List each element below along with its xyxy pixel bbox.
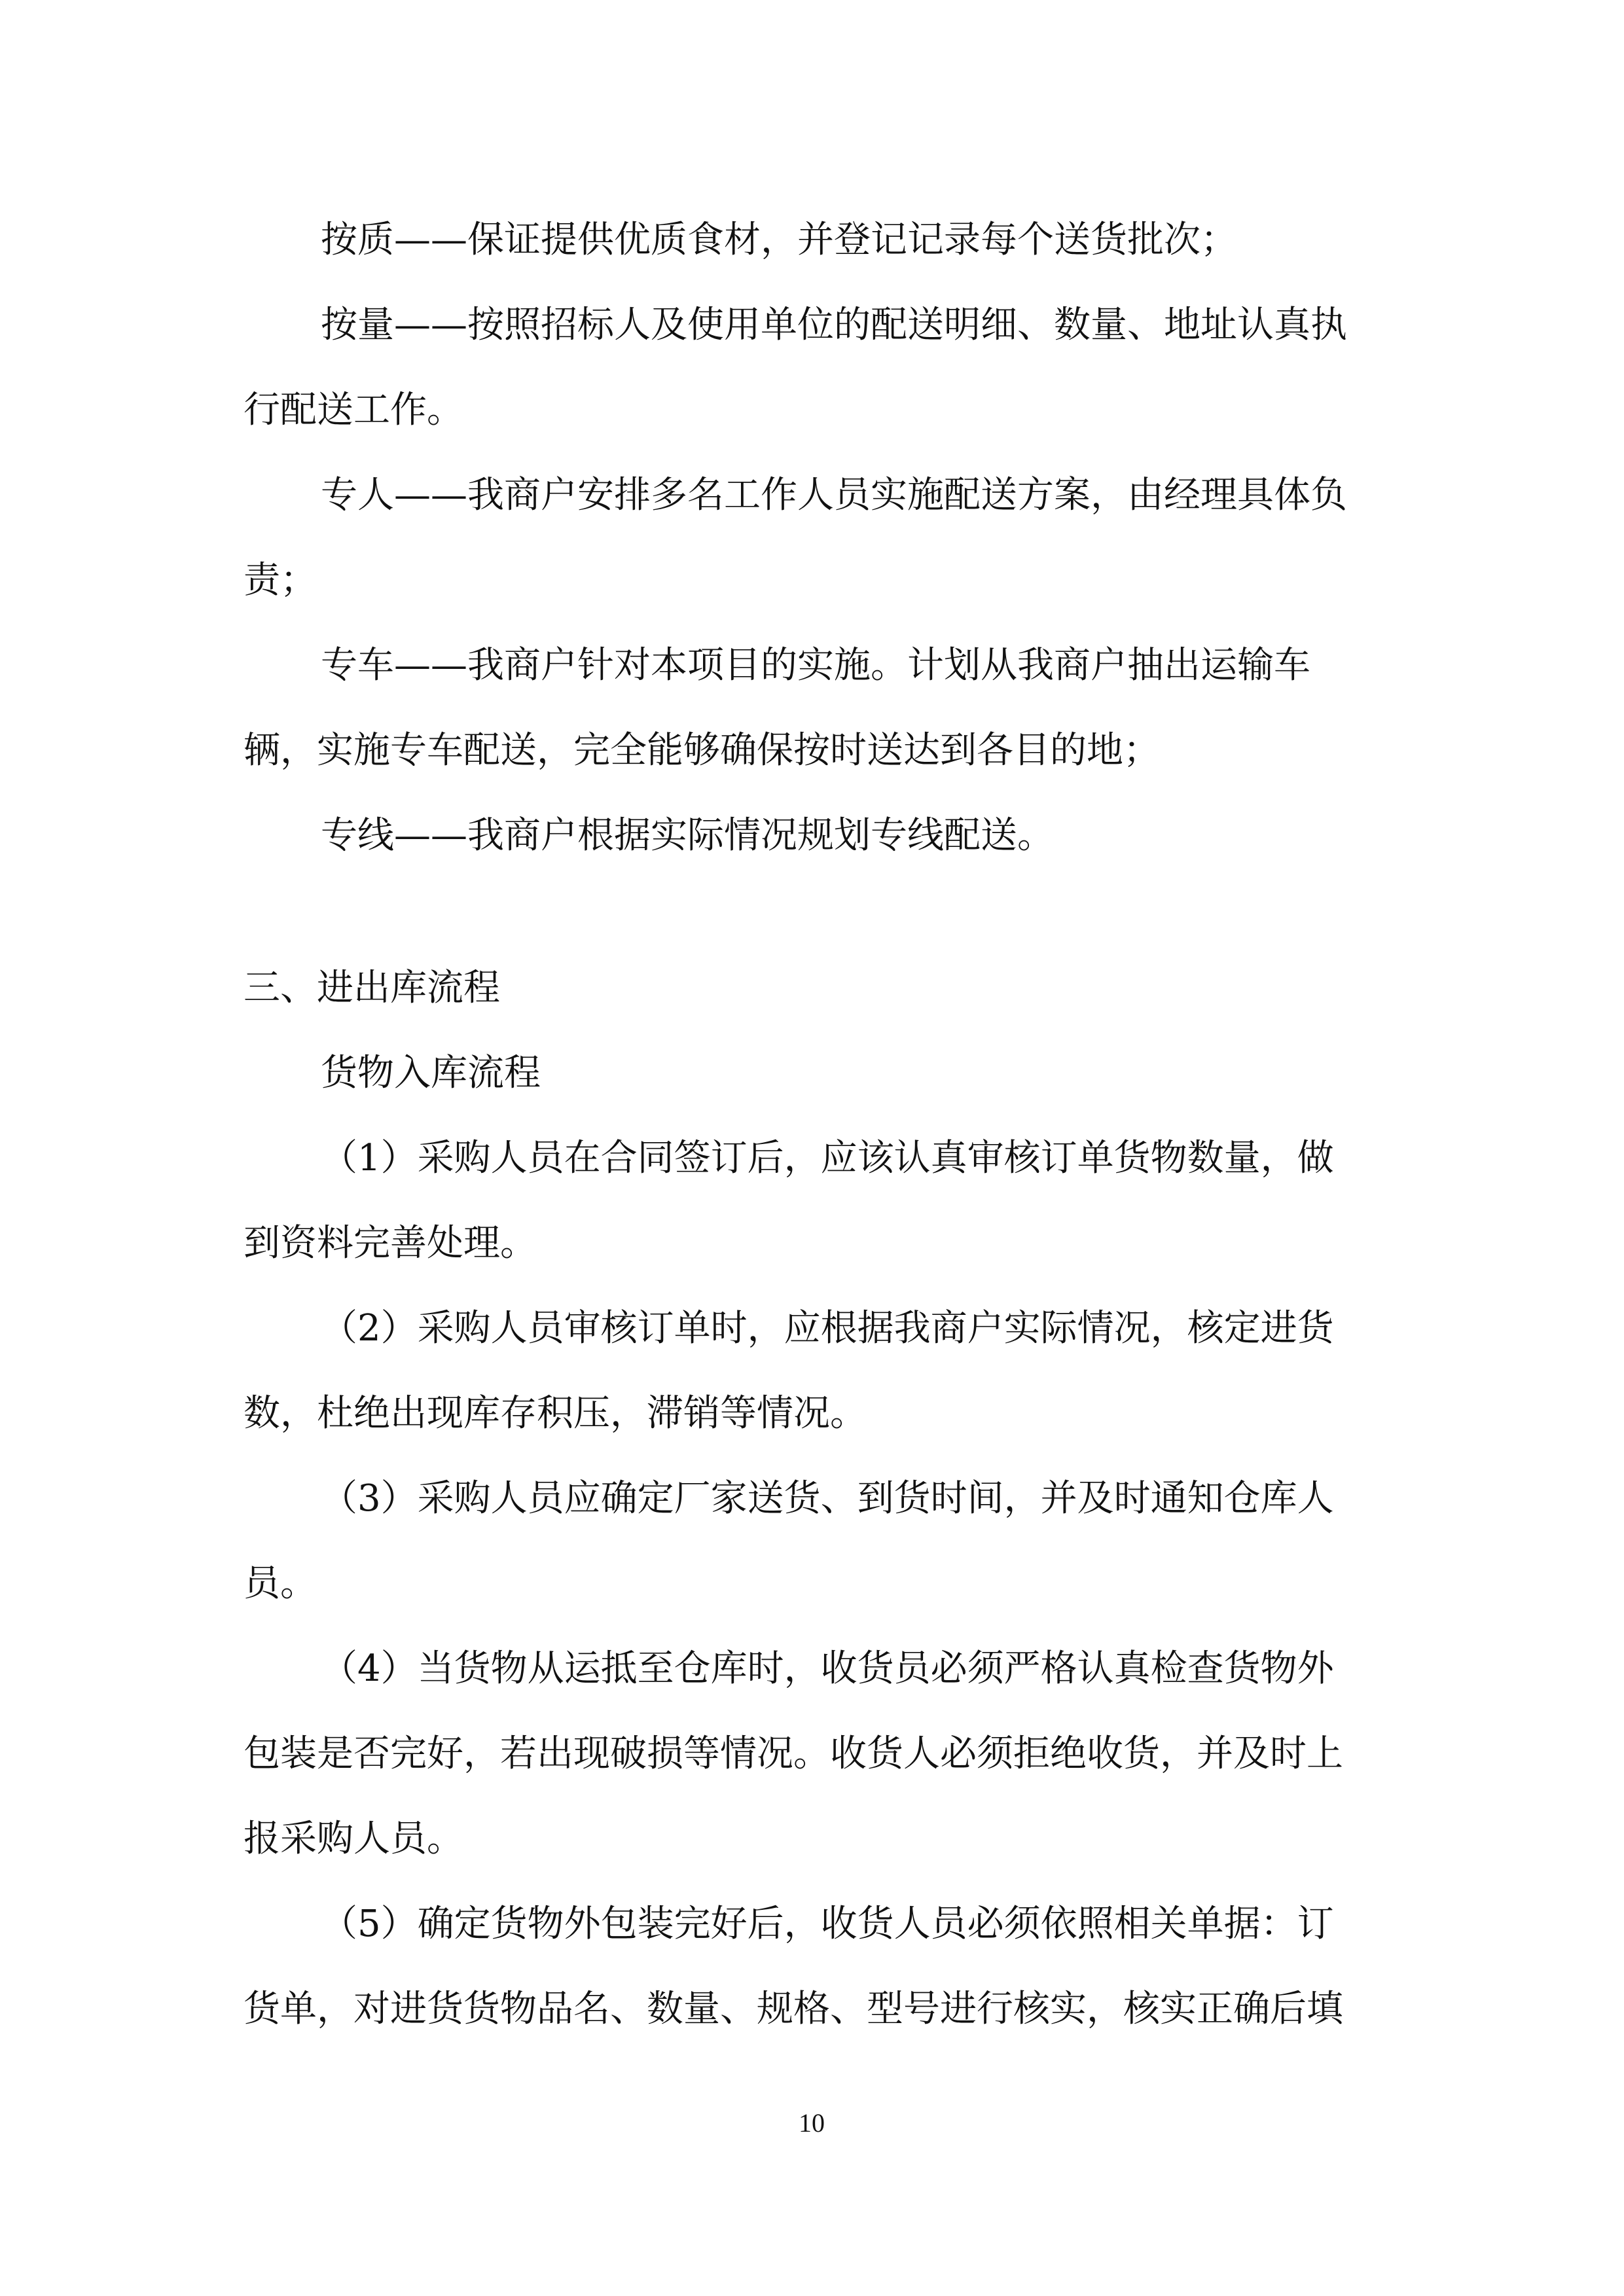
page-number: 10 xyxy=(799,2108,825,2138)
step-1-line-2: 到资料完善处理。 xyxy=(244,1222,537,1265)
paragraph-dedicated-vehicle-line-1: 专车——我商户针对本项目的实施。计划从我商户抽出运输车 xyxy=(321,644,1310,687)
paragraph-dedicated-staff-line-1: 专人——我商户安排多名工作人员实施配送方案，由经理具体负 xyxy=(321,474,1347,516)
step-5-line-1: （5）确定货物外包装完好后，收货人员必须依照相关单据：订 xyxy=(321,1903,1334,1945)
paragraph-dedicated-route: 专线——我商户根据实际情况规划专线配送。 xyxy=(321,814,1054,857)
subheading-inbound-flow: 货物入库流程 xyxy=(321,1052,541,1094)
step-4-line-2: 包装是否完好，若出现破损等情况。收货人必须拒绝收货，并及时上 xyxy=(244,1732,1343,1775)
step-1-line-1: （1）采购人员在合同签订后，应该认真审核订单货物数量，做 xyxy=(321,1137,1334,1179)
step-3-line-1: （3）采购人员应确定厂家送货、到货时间，并及时通知仓库人 xyxy=(321,1477,1334,1520)
paragraph-dedicated-staff-line-2: 责； xyxy=(244,559,317,601)
paragraph-quantity-line-2: 行配送工作。 xyxy=(244,389,463,431)
step-5-line-2: 货单，对进货货物品名、数量、规格、型号进行核实，核实正确后填 xyxy=(244,1988,1343,2030)
paragraph-quality: 按质——保证提供优质食材，并登记记录每个送货批次； xyxy=(321,219,1237,261)
step-4-line-3: 报采购人员。 xyxy=(244,1818,463,1860)
paragraph-quantity-line-1: 按量——按照招标人及使用单位的配送明细、数量、地址认真执 xyxy=(321,304,1347,346)
step-2-line-2: 数，杜绝出现库存积压，滞销等情况。 xyxy=(244,1392,867,1435)
step-4-line-1: （4）当货物从运抵至仓库时，收货员必须严格认真检查货物外 xyxy=(321,1647,1334,1690)
paragraph-dedicated-vehicle-line-2: 辆，实施专车配送，完全能够确保按时送达到各目的地； xyxy=(244,729,1160,772)
section-heading-warehouse-flow: 三、进出库流程 xyxy=(244,967,500,1009)
step-3-line-2: 员。 xyxy=(244,1562,317,1605)
step-2-line-1: （2）采购人员审核订单时，应根据我商户实际情况，核定进货 xyxy=(321,1307,1334,1350)
